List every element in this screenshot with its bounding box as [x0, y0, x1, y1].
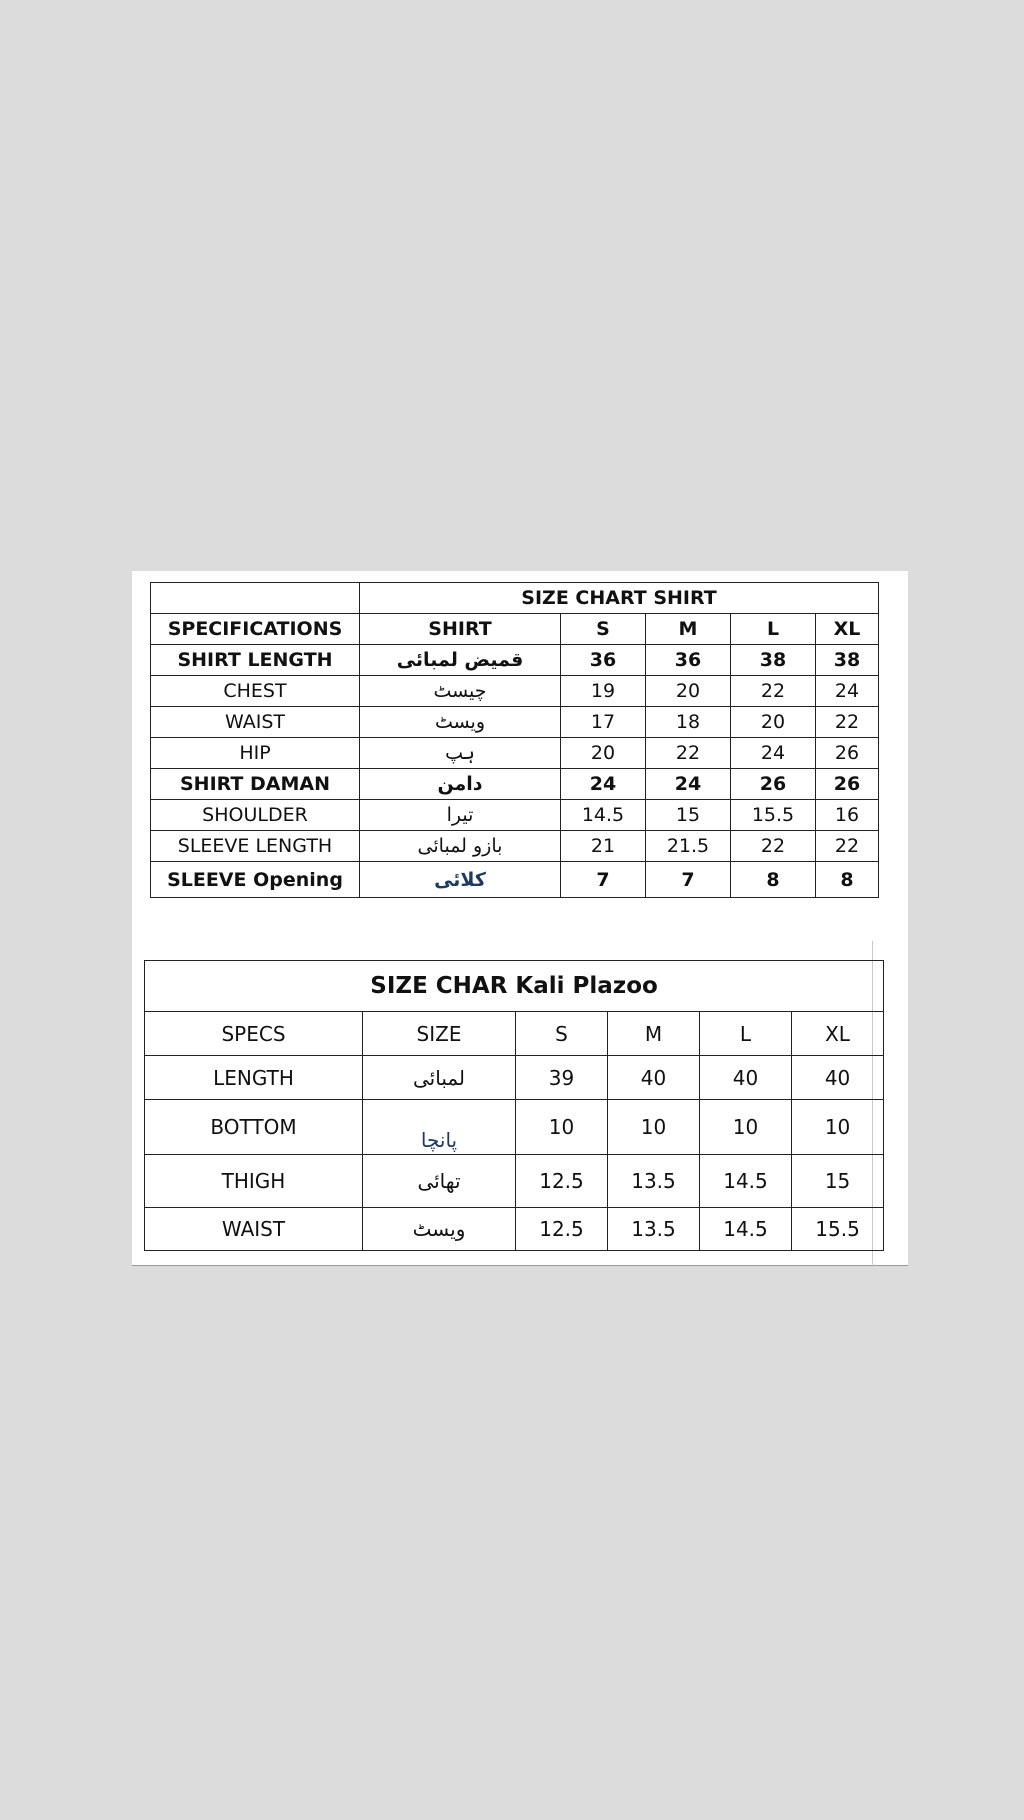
value-s: 17: [561, 707, 646, 738]
value-xl: 26: [816, 769, 879, 800]
spec-label: THIGH: [145, 1155, 363, 1208]
plazoo-chart-title: SIZE CHAR Kali Plazoo: [145, 961, 884, 1012]
value-s: 21: [561, 831, 646, 862]
value-m: 22: [646, 738, 731, 769]
value-s: 24: [561, 769, 646, 800]
value-l: 22: [731, 676, 816, 707]
value-s: 14.5: [561, 800, 646, 831]
urdu-label: ہپ: [360, 738, 561, 769]
spec-label: SLEEVE LENGTH: [151, 831, 360, 862]
value-xl: 10: [792, 1100, 884, 1155]
urdu-label: ویسٹ: [360, 707, 561, 738]
urdu-label: تیرا: [360, 800, 561, 831]
spec-label: LENGTH: [145, 1056, 363, 1100]
table-row: [151, 645, 879, 676]
value-xl: 8: [816, 862, 879, 898]
header-m: M: [608, 1012, 700, 1056]
spec-label: SHIRT DAMAN: [151, 769, 360, 800]
plazoo-title-row: [145, 961, 884, 1012]
value-m: 18: [646, 707, 731, 738]
urdu-label: دامن: [360, 769, 561, 800]
value-xl: 24: [816, 676, 879, 707]
table-row: [145, 1056, 884, 1100]
table-row: [145, 1100, 884, 1155]
value-s: 7: [561, 862, 646, 898]
table-row: [151, 862, 879, 898]
plazoo-size-chart-table: [144, 960, 884, 1251]
table-row: [151, 676, 879, 707]
table-row: [145, 1208, 884, 1251]
urdu-label: بازو لمبائی: [360, 831, 561, 862]
value-l: 40: [700, 1056, 792, 1100]
header-m: M: [646, 614, 731, 645]
value-s: 19: [561, 676, 646, 707]
value-l: 20: [731, 707, 816, 738]
value-l: 38: [731, 645, 816, 676]
value-xl: 22: [816, 831, 879, 862]
urdu-label: کلائی: [360, 862, 561, 898]
header-xl: XL: [792, 1012, 884, 1056]
urdu-label: ویسٹ: [363, 1208, 516, 1251]
value-xl: 38: [816, 645, 879, 676]
value-m: 10: [608, 1100, 700, 1155]
value-l: 8: [731, 862, 816, 898]
value-m: 13.5: [608, 1208, 700, 1251]
table-row: [145, 1155, 884, 1208]
shirt-size-chart-table: [150, 582, 879, 898]
urdu-label: پانچا: [363, 1100, 516, 1155]
value-s: 39: [516, 1056, 608, 1100]
header-s: S: [516, 1012, 608, 1056]
value-s: 12.5: [516, 1155, 608, 1208]
urdu-label: تھائی: [363, 1155, 516, 1208]
value-s: 10: [516, 1100, 608, 1155]
header-l: L: [731, 614, 816, 645]
table-row: [151, 831, 879, 862]
value-m: 7: [646, 862, 731, 898]
value-s: 12.5: [516, 1208, 608, 1251]
value-l: 14.5: [700, 1155, 792, 1208]
header-l: L: [700, 1012, 792, 1056]
table-row: [151, 800, 879, 831]
value-s: 36: [561, 645, 646, 676]
table-row: [151, 738, 879, 769]
empty-cell: [151, 583, 360, 614]
spec-label: SHIRT LENGTH: [151, 645, 360, 676]
header-specs: SPECS: [145, 1012, 363, 1056]
value-l: 24: [731, 738, 816, 769]
value-m: 20: [646, 676, 731, 707]
shirt-title-row: [151, 583, 879, 614]
value-xl: 40: [792, 1056, 884, 1100]
value-m: 21.5: [646, 831, 731, 862]
table-row: [151, 769, 879, 800]
value-l: 22: [731, 831, 816, 862]
spec-label: SHOULDER: [151, 800, 360, 831]
spec-label: HIP: [151, 738, 360, 769]
shirt-chart-title: SIZE CHART SHIRT: [360, 583, 879, 614]
value-xl: 15: [792, 1155, 884, 1208]
value-m: 13.5: [608, 1155, 700, 1208]
value-l: 26: [731, 769, 816, 800]
table-row: [151, 707, 879, 738]
header-specifications: SPECIFICATIONS: [151, 614, 360, 645]
header-xl: XL: [816, 614, 879, 645]
value-xl: 22: [816, 707, 879, 738]
value-m: 36: [646, 645, 731, 676]
spec-label: WAIST: [145, 1208, 363, 1251]
value-xl: 15.5: [792, 1208, 884, 1251]
spec-label: CHEST: [151, 676, 360, 707]
value-m: 24: [646, 769, 731, 800]
shirt-header-row: [151, 614, 879, 645]
header-size: SIZE: [363, 1012, 516, 1056]
value-l: 10: [700, 1100, 792, 1155]
value-s: 20: [561, 738, 646, 769]
header-s: S: [561, 614, 646, 645]
value-m: 15: [646, 800, 731, 831]
spec-label: SLEEVE Opening: [151, 862, 360, 898]
urdu-label: چیسٹ: [360, 676, 561, 707]
value-l: 14.5: [700, 1208, 792, 1251]
urdu-label: لمبائی: [363, 1056, 516, 1100]
value-xl: 16: [816, 800, 879, 831]
value-xl: 26: [816, 738, 879, 769]
header-shirt: SHIRT: [360, 614, 561, 645]
value-m: 40: [608, 1056, 700, 1100]
spec-label: WAIST: [151, 707, 360, 738]
plazoo-header-row: [145, 1012, 884, 1056]
value-l: 15.5: [731, 800, 816, 831]
spec-label: BOTTOM: [145, 1100, 363, 1155]
urdu-label: قمیض لمبائی: [360, 645, 561, 676]
